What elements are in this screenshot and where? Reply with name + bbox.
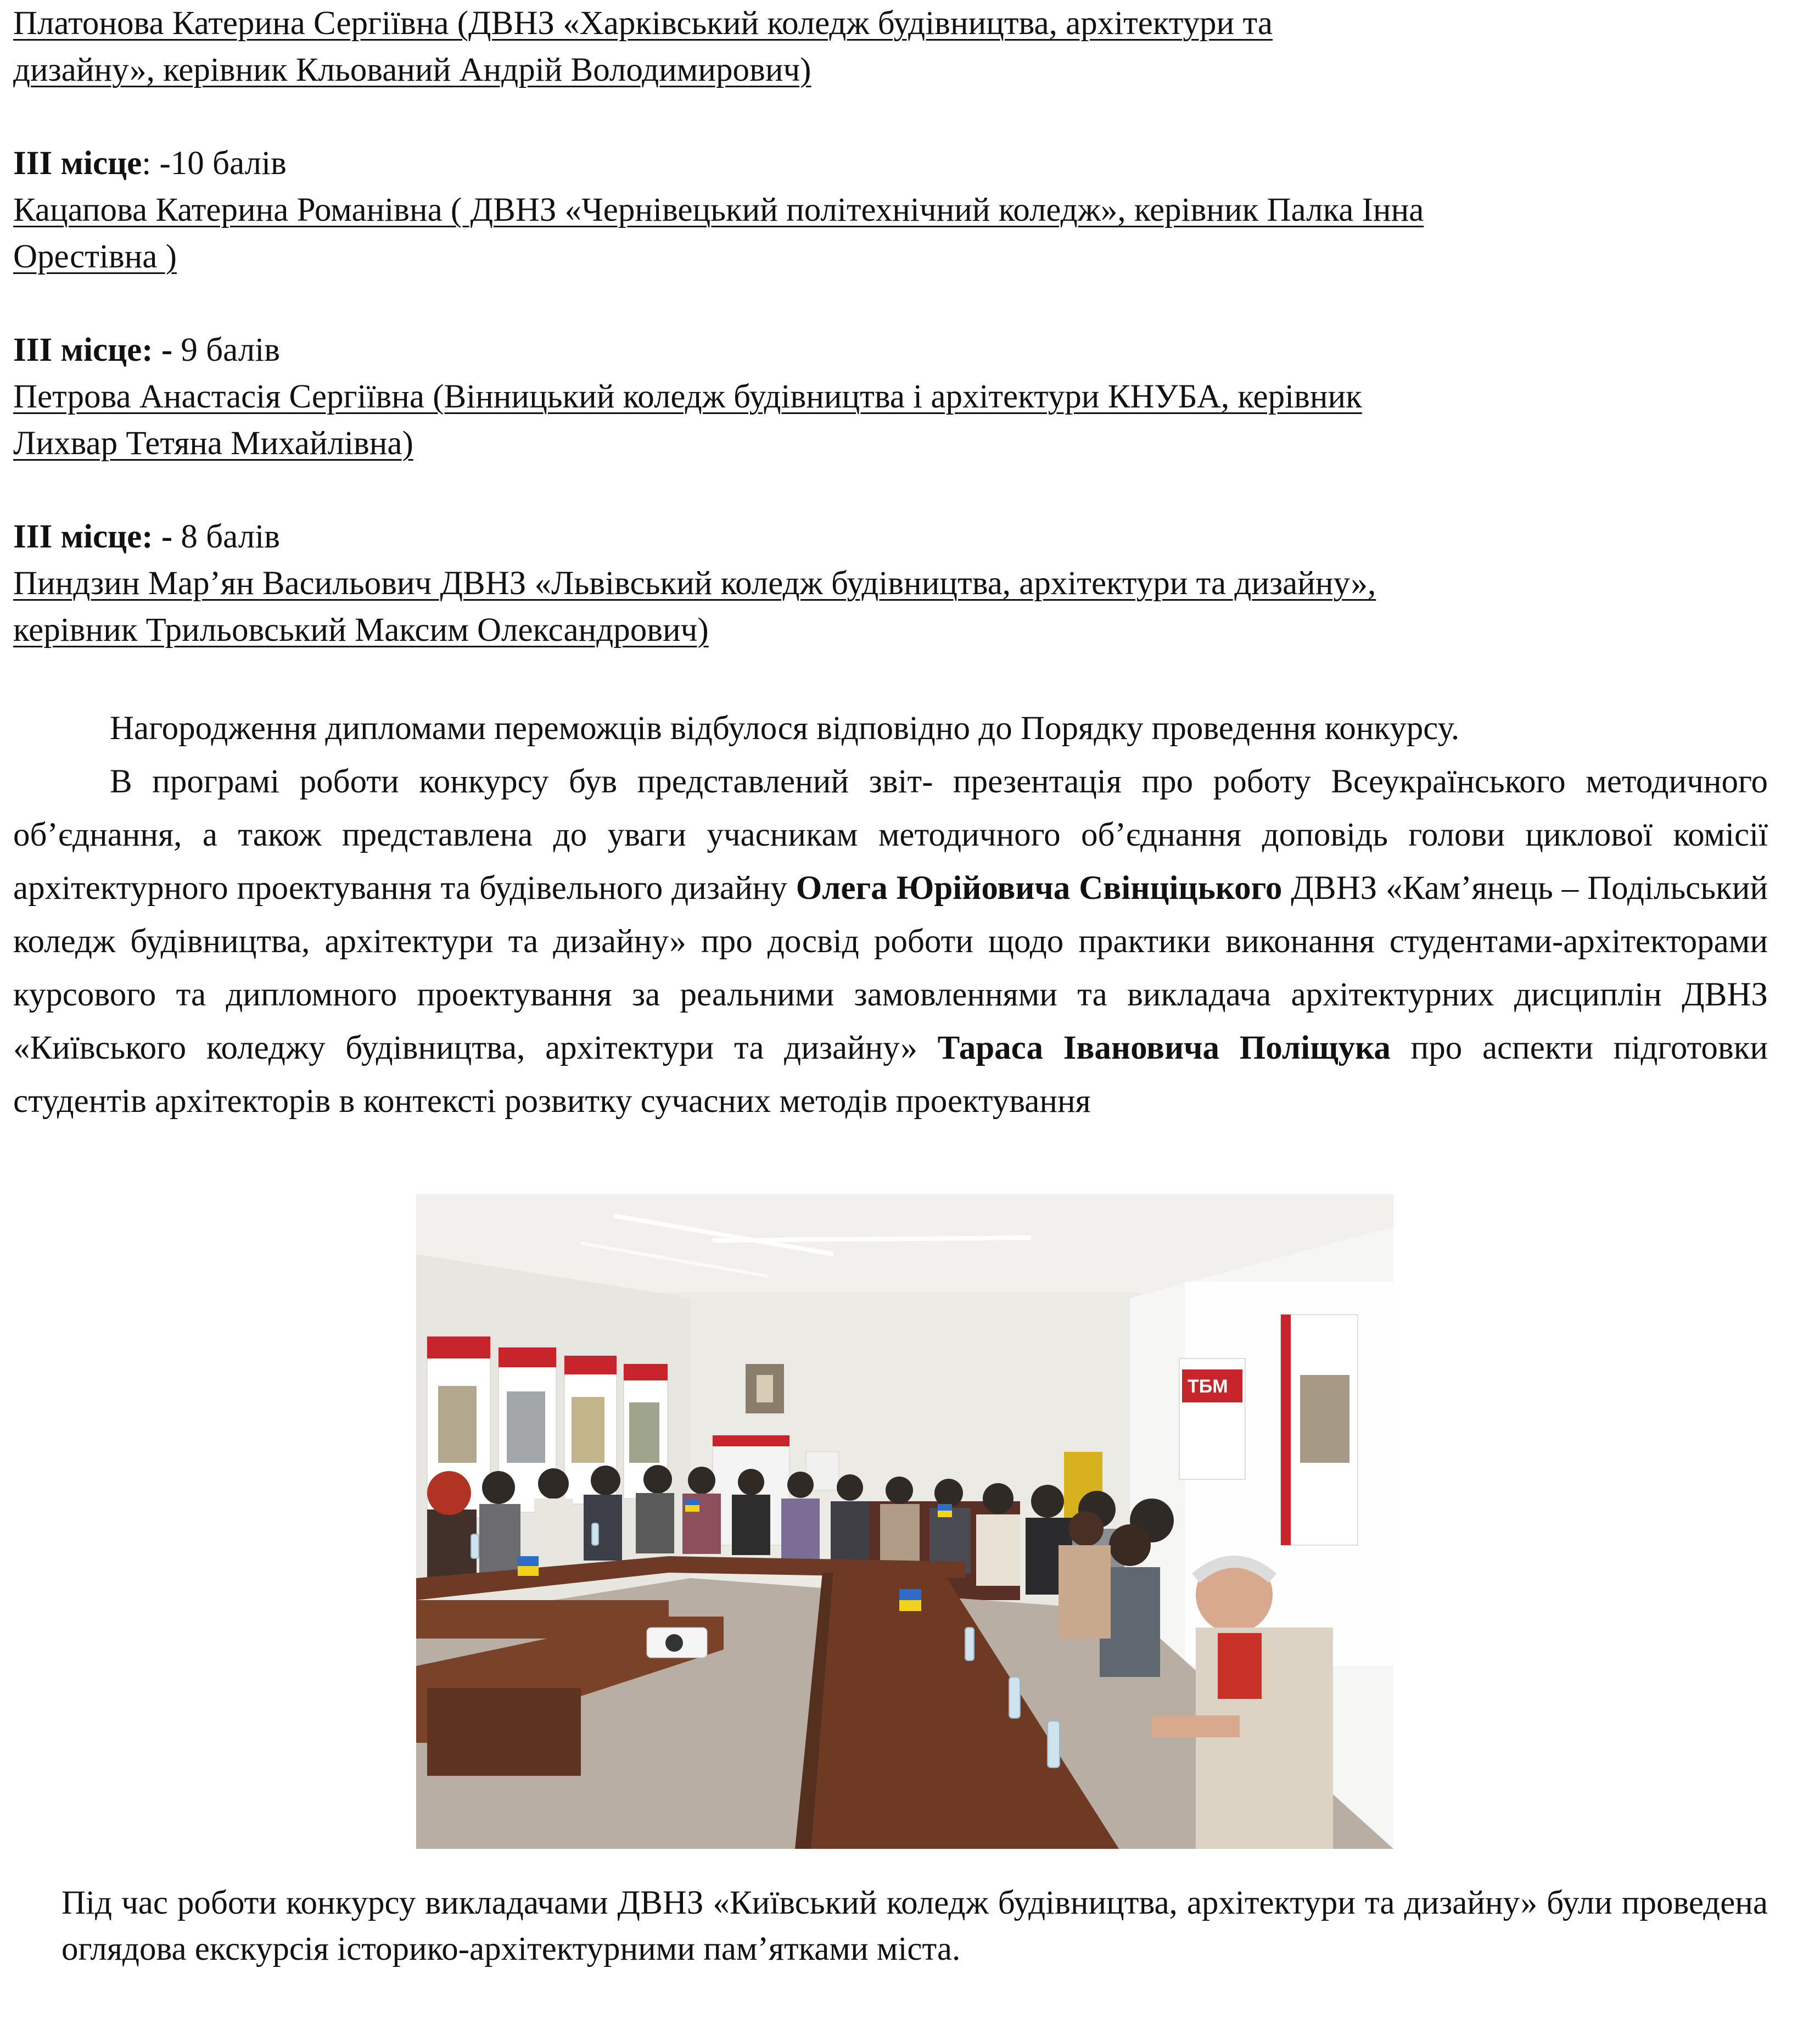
- program-paragraph: В програмі роботи конкурсу був представлений звіт- презентація про роботу Всеукраїнського методичного об’єднання, а також представлена до уваги учасникам методичного об’єднання доповідь голови циклової комісії архітектурного проектування та будівельного дизайну Олега Юрійовича Свінціцького ДВНЗ «Кам’янець – Подільський коледж будівництва, архітектури та дизайну» про досвід роботи щодо практики виконання студентами-архітекторами курсового та дипломного проектування за реальними замовленнями та викладача архітектурних дисциплін ДВНЗ «Київського коледжу будівництва, архітектури та дизайну» Тараса Івановича Поліщука про аспекти підготовки студентів архітекторів в контексті розвитку сучасних методів проектування: [13, 763, 1768, 1120]
- excursion-caption: Під час роботи конкурсу викладачами ДВНЗ «Київський коледж будівництва, архітектури та дизайну» були проведена оглядова екскурсія історико-архітектурними пам’ятками міста.: [61, 1885, 1768, 1967]
- winner-entry-1: [13, 0, 1768, 93]
- winner-entry-4: [13, 513, 1768, 653]
- speaker-name: Тараса Івановича Поліщука: [937, 1030, 1391, 1066]
- winner-entry-line: Петрова Анастасія Сергіївна (Вінницький коледж будівництва і архітектури КНУБА, керівник: [13, 378, 1362, 415]
- winner-entry-line: керівник Трильовський Максим Олександрович): [13, 612, 709, 648]
- winner-entry-line: Орестівна ): [13, 238, 177, 275]
- winner-entry-line: Лихвар Тетяна Михайлівна): [13, 425, 413, 462]
- conference-photo: [416, 1194, 1393, 1849]
- place-label: ІІІ місце: [13, 145, 142, 182]
- place-heading: [13, 513, 1768, 560]
- place-label: ІІІ місце: -: [13, 518, 173, 555]
- document-page: [13, 0, 1768, 1128]
- winner-entry-line: Пиндзин Мар’ян Васильович ДВНЗ «Львівський коледж будівництва, архітектури та дизайну»,: [13, 565, 1376, 602]
- winner-entry-line: Кацапова Катерина Романівна ( ДВНЗ «Чернівецький політехнічний коледж», керівник Палка Інна: [13, 192, 1424, 228]
- winner-entry-2: [13, 140, 1768, 280]
- points: 9 балів: [172, 332, 280, 368]
- winner-entry-line: дизайну», керівник Кльований Андрій Володимирович): [13, 52, 811, 88]
- speaker-name: Олега Юрійовича Свінціцького: [796, 870, 1283, 907]
- place-heading: [13, 327, 1768, 373]
- winner-entry-3: [13, 327, 1768, 467]
- awards-paragraph: Нагородження дипломами переможців відбулося відповідно до Порядку проведення конкурсу.: [110, 710, 1460, 747]
- place-heading: [13, 140, 1768, 187]
- points: : -10 балів: [142, 145, 287, 182]
- points: 8 балів: [172, 518, 280, 555]
- place-label: ІІІ місце: -: [13, 332, 173, 368]
- poster-label: ТБМ: [1188, 1376, 1228, 1397]
- winner-entry-line: Платонова Катерина Сергіївна (ДВНЗ «Харківський коледж будівництва, архітектури та: [13, 5, 1273, 42]
